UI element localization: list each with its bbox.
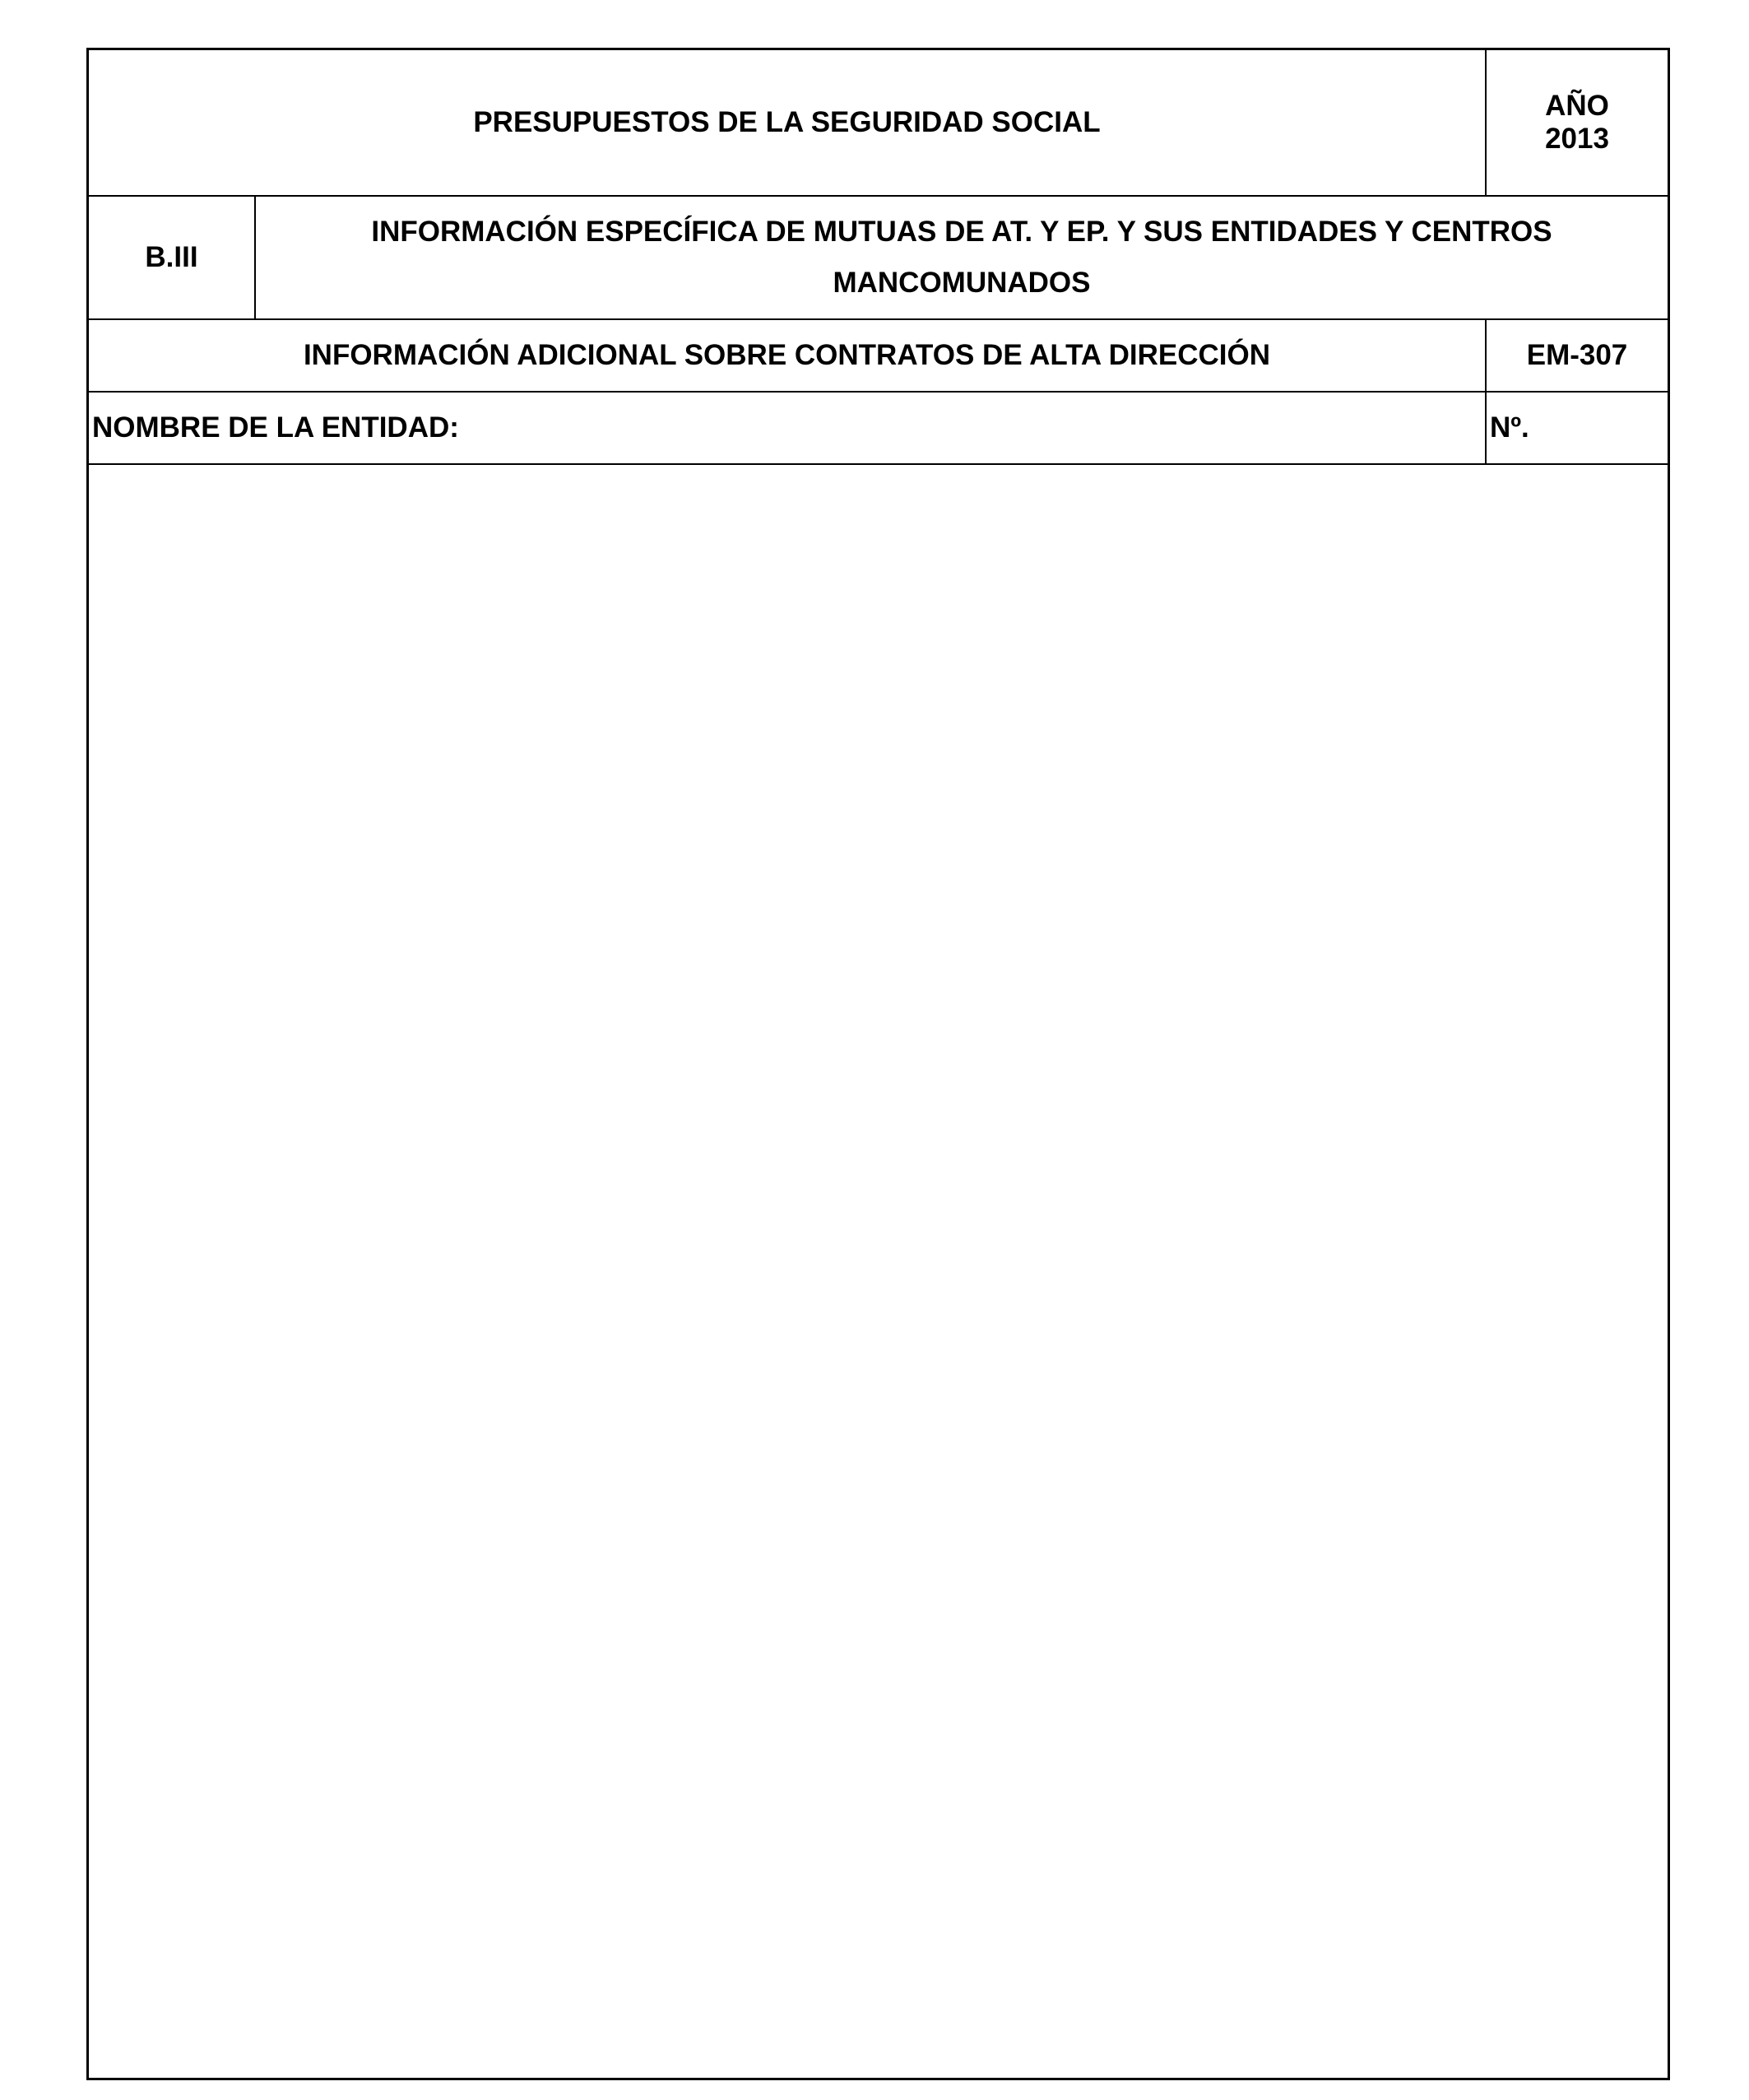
entity-row xyxy=(89,393,1668,465)
entity-number-label: Nº. xyxy=(1490,411,1529,444)
form-subtitle: INFORMACIÓN ADICIONAL SOBRE CONTRATOS DE ALTA DIRECCIÓN xyxy=(89,320,1487,391)
section-description: INFORMACIÓN ESPECÍFICA DE MUTUAS DE AT. Y EP. Y SUS ENTIDADES Y CENTROS MANCOMUNADOS xyxy=(371,216,1552,299)
entity-name-label: NOMBRE DE LA ENTIDAD: xyxy=(89,393,1487,463)
year-label: AÑO xyxy=(1545,89,1609,122)
year-value: 2013 xyxy=(1545,123,1609,155)
form-body-empty-area xyxy=(89,465,1668,2078)
form-subtitle-row xyxy=(89,320,1668,393)
form-code: EM-307 xyxy=(1526,339,1628,371)
header-row xyxy=(89,50,1668,197)
budget-form xyxy=(86,48,1670,2080)
document-title: PRESUPUESTOS DE LA SEGURIDAD SOCIAL xyxy=(89,50,1487,195)
year-cell xyxy=(1487,50,1668,195)
section-code: B.III xyxy=(89,197,256,318)
section-row xyxy=(89,197,1668,320)
